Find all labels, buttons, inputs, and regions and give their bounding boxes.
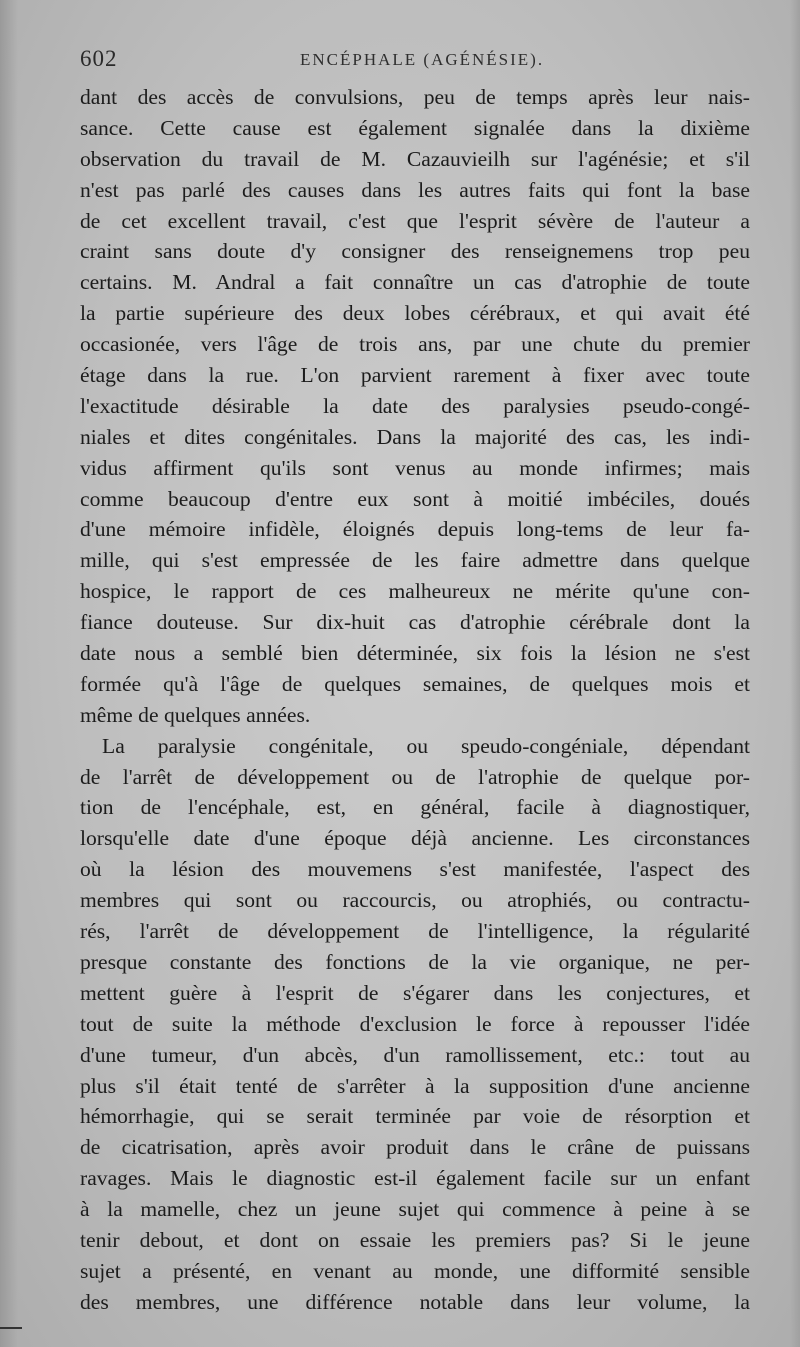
text-line: la partie supérieure des deux lobes cérébraux, et qui avait été	[80, 301, 750, 326]
text-line: ravages. Mais le diagnostic est-il également facile sur un enfant	[80, 1166, 750, 1191]
text-line: date nous a semblé bien déterminée, six fois la lésion ne s'est	[80, 641, 750, 666]
text-line: dant des accès de convulsions, peu de temps après leur nais-	[80, 85, 750, 109]
text-line: occasionée, vers l'âge de trois ans, par une chute du premier	[80, 332, 750, 357]
text-line: vidus affirment qu'ils sont venus au monde infirmes; mais	[80, 455, 750, 480]
text-line: des membres, une différence notable dans leur volume, la	[80, 1289, 750, 1314]
paragraph	[80, 731, 750, 1318]
text-line: rés, l'arrêt de développement de l'intelligence, la régularité	[80, 919, 750, 944]
text-line: même de quelques années.	[80, 702, 311, 727]
text-line: de cicatrisation, après avoir produit dans le crâne de puissans	[80, 1135, 750, 1160]
page-edge-shadow-left	[0, 0, 18, 1347]
text-line: membres qui sont ou raccourcis, ou atrophiés, ou contractu-	[80, 888, 750, 913]
text-line: sance. Cette cause est également signalée dans la dixième	[80, 115, 750, 140]
text-line: de l'arrêt de développement ou de l'atrophie de quelque por-	[80, 764, 750, 789]
page-number: 602	[80, 46, 118, 71]
margin-mark	[0, 1327, 22, 1329]
text-line: tout de suite la méthode d'exclusion le force à repousser l'idée	[80, 1011, 750, 1036]
text-line: tenir debout, et dont on essaie les premiers pas? Si le jeune	[80, 1227, 750, 1252]
text-line: formée qu'à l'âge de quelques semaines, de quelques mois et	[80, 671, 750, 696]
text-line: où la lésion des mouvemens s'est manifestée, l'aspect des	[80, 857, 750, 882]
text-line: de cet excellent travail, c'est que l'esprit sévère de l'auteur a	[80, 208, 750, 233]
paragraph	[80, 82, 750, 731]
text-line: La paralysie congénitale, ou speudo-congéniale, dépendant	[102, 733, 750, 758]
text-line: d'une mémoire infidèle, éloignés depuis long-tems de leur fa-	[80, 517, 750, 542]
text-line: hémorrhagie, qui se serait terminée par voie de résorption et	[80, 1104, 750, 1129]
text-line: tion de l'encéphale, est, en général, facile à diagnostiquer,	[80, 795, 750, 820]
text-line: niales et dites congénitales. Dans la majorité des cas, les indi-	[80, 424, 750, 449]
text-line: sujet a présenté, en venant au monde, une difformité sensible	[80, 1258, 750, 1283]
text-line: l'exactitude désirable la date des paralysies pseudo-congé-	[80, 393, 750, 418]
text-line: hospice, le rapport de ces malheureux ne mérite qu'une con-	[80, 579, 750, 604]
text-line: étage dans la rue. L'on parvient rarement à fixer avec toute	[80, 363, 750, 388]
running-title: ENCÉPHALE (AGÉNÉSIE).	[300, 50, 545, 69]
text-line: n'est pas parlé des causes dans les autres faits qui font la base	[80, 177, 750, 202]
text-line: fiance douteuse. Sur dix-huit cas d'atrophie cérébrale dont la	[80, 610, 750, 635]
text-line: plus s'il était tenté de s'arrêter à la supposition d'une ancienne	[80, 1073, 750, 1098]
text-line: observation du travail de M. Cazauvieilh sur l'agénésie; et s'il	[80, 146, 750, 171]
page-edge-shadow-right	[790, 0, 800, 1347]
text-line: certains. M. Andral a fait connaître un cas d'atrophie de toute	[80, 270, 750, 295]
text-line: presque constante des fonctions de la vie organique, ne per-	[80, 949, 750, 974]
text-line: à la mamelle, chez un jeune sujet qui commence à peine à se	[80, 1197, 750, 1222]
running-head	[80, 46, 750, 76]
body-text	[80, 82, 750, 1318]
text-line: mettent guère à l'esprit de s'égarer dans les conjectures, et	[80, 980, 750, 1005]
text-line: craint sans doute d'y consigner des renseignemens trop peu	[80, 239, 750, 264]
text-line: mille, qui s'est empressée de les faire admettre dans quelque	[80, 548, 750, 573]
text-line: d'une tumeur, d'un abcès, d'un ramollissement, etc.: tout au	[80, 1042, 750, 1067]
text-line: comme beaucoup d'entre eux sont à moitié imbéciles, doués	[80, 486, 750, 511]
text-line: lorsqu'elle date d'une époque déjà ancienne. Les circonstances	[80, 826, 750, 851]
